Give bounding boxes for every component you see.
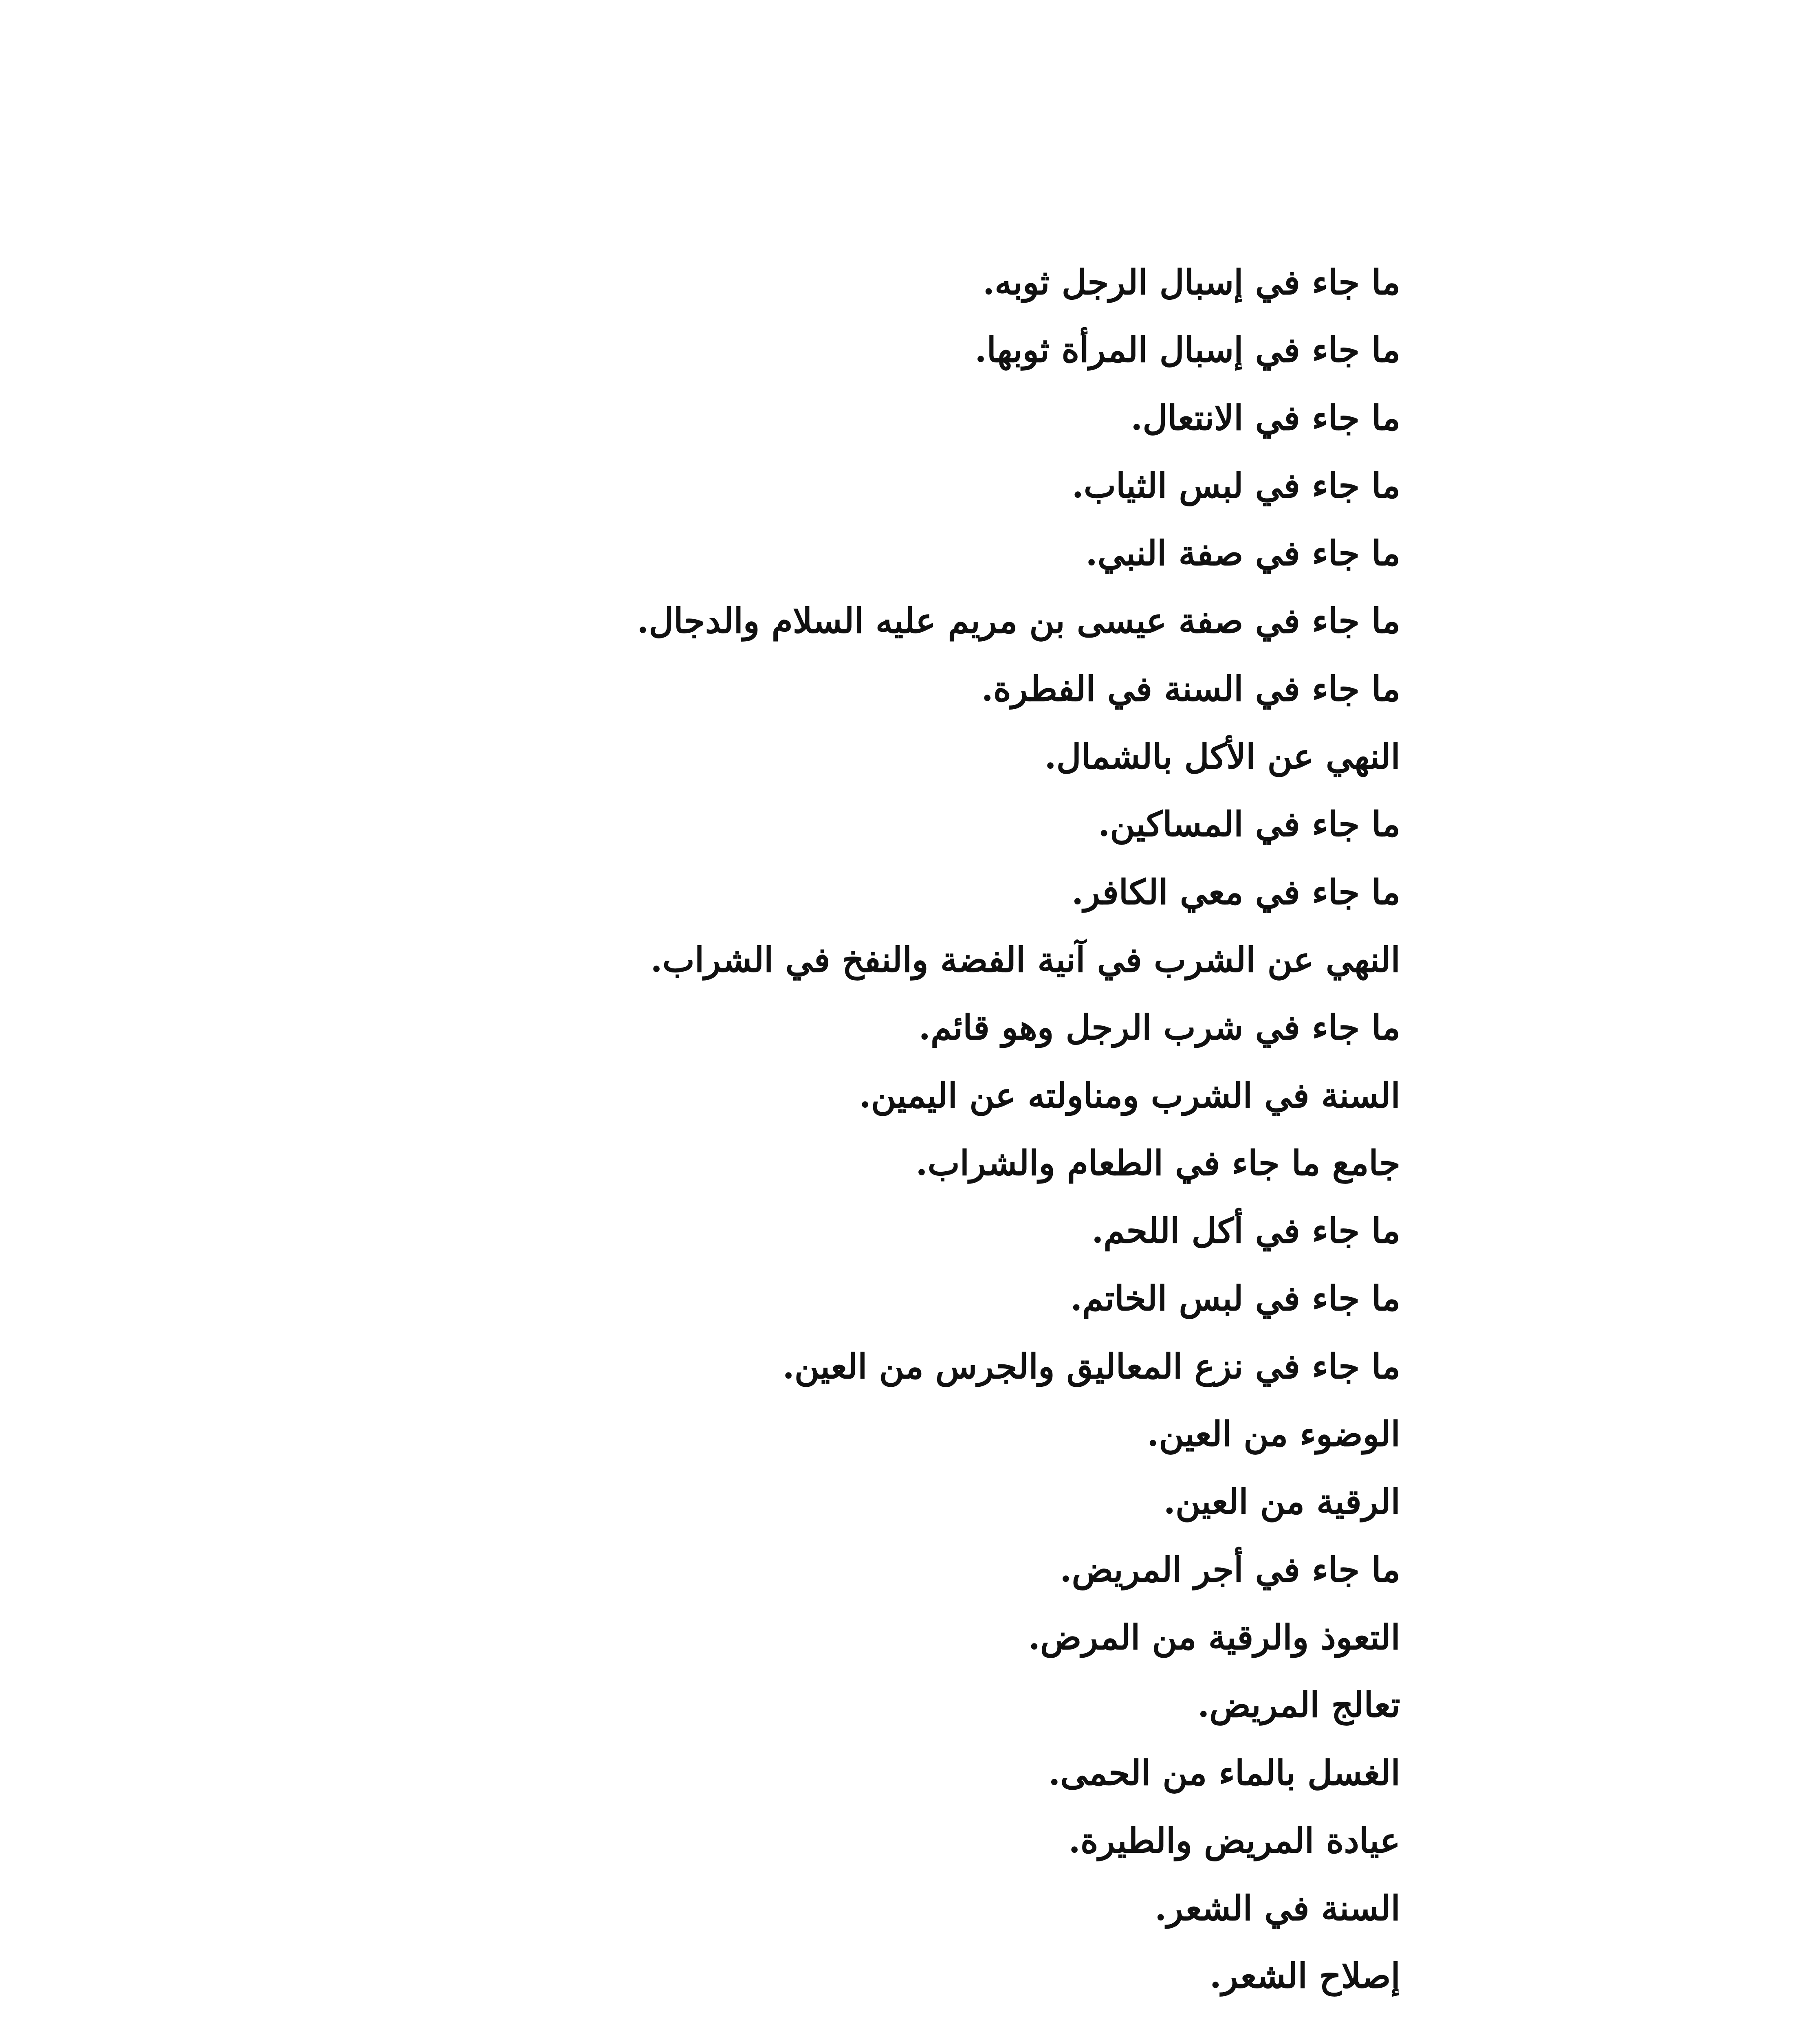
chapter-entry: ما جاء في إسبال الرجل ثوبه.	[983, 262, 1400, 302]
chapter-entry: التعوذ والرقية من المرض.	[1028, 1617, 1400, 1657]
chapter-entry: ما جاء في لبس الثياب.	[1072, 465, 1400, 506]
chapter-entry: تعالج المريض.	[1197, 1685, 1400, 1725]
chapter-entry: عيادة المريض والطيرة.	[1068, 1820, 1400, 1861]
chapter-entry: الغسل بالماء من الحمى.	[1048, 1752, 1400, 1793]
chapter-entry: ما جاء في صفة النبي.	[1085, 533, 1400, 574]
chapter-entry: ما جاء في السنة في الفطرة.	[981, 668, 1400, 709]
chapter-list	[504, 249, 1400, 2010]
chapter-entry: جامع ما جاء في الطعام والشراب.	[916, 1142, 1400, 1183]
chapter-entry: ما جاء في لبس الخاتم.	[1070, 1278, 1400, 1319]
chapter-entry: ما جاء في الانتعال.	[1131, 397, 1400, 438]
chapter-entry: الوضوء من العين.	[1147, 1414, 1400, 1454]
chapter-entry: ما جاء في معي الكافر.	[1072, 871, 1400, 912]
chapter-entry: السنة في الشرب ومناولته عن اليمين.	[859, 1075, 1400, 1115]
chapter-entry: السنة في الشعر.	[1155, 1888, 1400, 1929]
chapter-entry: النهي عن الشرب في آنية الفضة والنفخ في الشراب.	[650, 939, 1400, 980]
chapter-entry: ما جاء في شرب الرجل وهو قائم.	[918, 1007, 1400, 1048]
chapter-entry: إصلاح الشعر.	[1209, 1956, 1400, 1996]
chapter-entry: النهي عن الأكل بالشمال.	[1044, 736, 1400, 777]
chapter-entry: ما جاء في أكل اللحم.	[1092, 1210, 1400, 1251]
chapter-entry: ما جاء في نزع المعاليق والجرس من العين.	[782, 1346, 1400, 1386]
chapter-entry: ما جاء في المساكين.	[1098, 804, 1400, 845]
chapter-entry: ما جاء في أجر المريض.	[1060, 1549, 1400, 1590]
chapter-entry: الرقية من العين.	[1163, 1481, 1400, 1522]
chapter-entry: ما جاء في صفة عيسى بن مريم عليه السلام والدجال.	[637, 601, 1400, 641]
chapter-entry: ما جاء في إسبال المرأة ثوبها.	[975, 330, 1400, 370]
